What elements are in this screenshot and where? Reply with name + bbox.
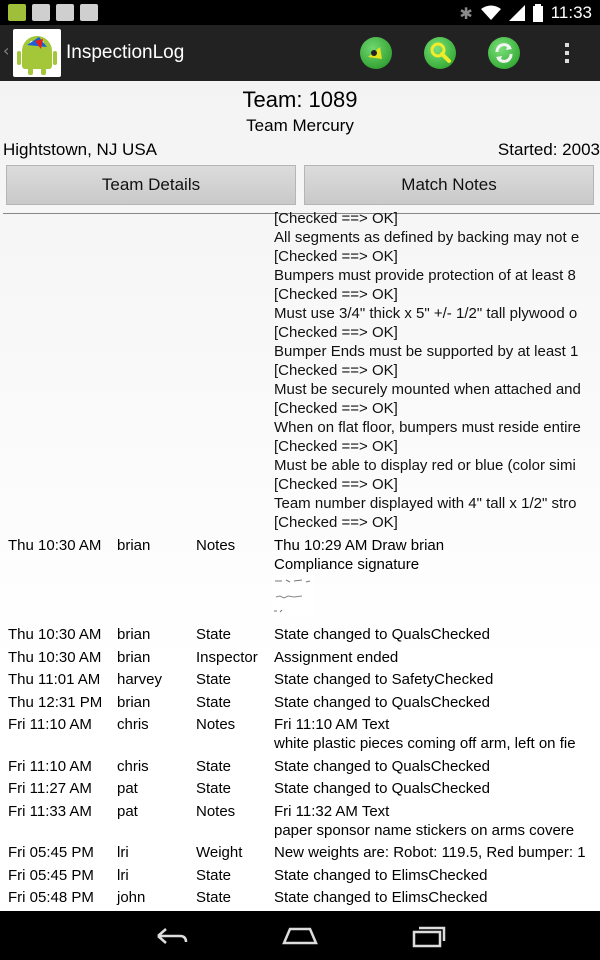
bluetooth-icon: ✱: [459, 3, 473, 23]
checklist-line: [Checked ==> OK]: [274, 324, 398, 341]
log-type: State: [196, 671, 232, 688]
checklist-line: Team number displayed with 4" tall x 1/2" stro: [274, 495, 577, 512]
checklist-line: Must use 3/4" thick x 5" +/- 1/2" tall plywood o: [274, 305, 578, 322]
log-type: Notes: [196, 803, 236, 820]
log-user: brian: [117, 694, 151, 711]
log-row[interactable]: [0, 803, 600, 843]
log-time: Thu 10:30 AM: [8, 649, 102, 666]
search-icon: [424, 37, 456, 69]
log-description: State changed to SafetyChecked: [274, 671, 494, 688]
team-name: Team Mercury: [246, 116, 354, 135]
wifi-icon: [481, 5, 501, 21]
checklist-line: [Checked ==> OK]: [274, 286, 398, 303]
log-user: brian: [117, 649, 151, 666]
checklist-line: Bumper Ends must be supported by at least 1: [274, 343, 579, 360]
log-row-signature[interactable]: [0, 537, 600, 625]
checklist-line: [Checked ==> OK]: [274, 210, 398, 227]
notification-icons: [8, 4, 98, 21]
log-time: Thu 10:30 AM: [8, 626, 102, 643]
team-number: Team: 1089: [242, 87, 358, 112]
log-type: Inspector: [196, 649, 258, 666]
broadcast-button[interactable]: [360, 37, 392, 69]
log-description-detail: white plastic pieces coming off arm, left on fie: [274, 735, 576, 752]
log-description-detail: paper sponsor name stickers on arms covere: [274, 822, 575, 839]
log-type: State: [196, 867, 232, 884]
match-notes-button[interactable]: Match Notes: [304, 165, 594, 205]
log-user: john: [117, 889, 146, 906]
checklist-line: [Checked ==> OK]: [274, 400, 398, 417]
log-type: Notes: [196, 537, 236, 554]
log-user: pat: [117, 803, 138, 820]
team-started: Started: 2003: [497, 140, 600, 159]
play-store-icon: [80, 4, 98, 21]
log-description: State changed to QualsChecked: [274, 694, 490, 711]
log-description: Fri 11:10 AM Text: [274, 716, 390, 733]
battery-icon: [533, 4, 543, 22]
checklist-line: [Checked ==> OK]: [274, 362, 398, 379]
task-check-icon: [56, 4, 74, 21]
app-logo-icon[interactable]: [13, 29, 61, 77]
log-description: New weights are: Robot: 119.5, Red bumper: 1: [274, 844, 586, 861]
log-time: Fri 05:45 PM: [8, 867, 94, 884]
log-time: Thu 10:30 AM: [8, 537, 102, 554]
log-user: lri: [117, 867, 129, 884]
checklist-line: All segments as defined by backing may not e: [274, 229, 580, 246]
checklist-line: Must be securely mounted when attached and: [274, 381, 581, 398]
log-user: harvey: [117, 671, 163, 688]
refresh-icon: [488, 37, 520, 69]
checklist-line: [Checked ==> OK]: [274, 514, 398, 531]
log-time: Thu 12:31 PM: [8, 694, 103, 711]
log-type: State: [196, 889, 232, 906]
navigation-bar: [0, 911, 600, 960]
log-type: Notes: [196, 716, 236, 733]
checklist-line: When on flat floor, bumpers must reside entire: [274, 419, 581, 436]
checklist-line: [Checked ==> OK]: [274, 248, 398, 265]
refresh-button[interactable]: [488, 37, 520, 69]
overflow-menu-icon[interactable]: [562, 39, 572, 67]
log-description: Thu 10:29 AM Draw brian: [274, 537, 445, 554]
log-type: State: [196, 758, 232, 775]
log-row[interactable]: [0, 716, 600, 756]
checklist-line: Bumpers must provide protection of at least 8: [274, 267, 576, 284]
back-icon[interactable]: [154, 925, 190, 947]
log-user: chris: [117, 758, 149, 775]
search-button[interactable]: [424, 37, 456, 69]
team-location: Hightstown, NJ USA: [3, 140, 157, 159]
log-time: Fri 11:33 AM: [8, 803, 92, 820]
log-time: Thu 11:01 AM: [8, 671, 101, 688]
clock: 11:33: [550, 3, 592, 22]
log-description: Fri 11:32 AM Text: [274, 803, 390, 820]
log-time: Fri 05:45 PM: [8, 844, 94, 861]
log-user: brian: [117, 626, 151, 643]
status-bar: [0, 0, 600, 25]
log-user: brian: [117, 537, 151, 554]
log-user: lri: [117, 844, 129, 861]
signature-image[interactable]: [272, 575, 314, 615]
checklist-line: [Checked ==> OK]: [274, 438, 398, 455]
action-bar: [0, 25, 600, 81]
log-time: Fri 05:48 PM: [8, 889, 94, 906]
home-icon[interactable]: [281, 925, 319, 947]
app-title: InspectionLog: [66, 42, 185, 63]
log-time: Fri 11:10 AM: [8, 758, 92, 775]
log-description-detail: Compliance signature: [274, 556, 420, 573]
log-description: State changed to ElimsChecked: [274, 867, 488, 884]
broadcast-icon: [360, 37, 392, 69]
log-description: State changed to QualsChecked: [274, 758, 490, 775]
log-description: Assignment ended: [274, 649, 399, 666]
signal-icon: [509, 5, 525, 21]
log-user: pat: [117, 780, 138, 797]
log-user: chris: [117, 716, 149, 733]
log-type: State: [196, 694, 232, 711]
log-description: State changed to QualsChecked: [274, 626, 490, 643]
team-details-button[interactable]: Team Details: [6, 165, 296, 205]
main-content: [0, 81, 600, 911]
log-description: State changed to ElimsChecked: [274, 889, 488, 906]
log-type: Weight: [196, 844, 243, 861]
android-notification-icon: [8, 4, 26, 21]
log-type: State: [196, 626, 232, 643]
log-description: State changed to QualsChecked: [274, 780, 490, 797]
log-time: Fri 11:10 AM: [8, 716, 92, 733]
recent-apps-icon[interactable]: [411, 923, 447, 949]
sd-card-icon: [32, 4, 50, 21]
log-type: State: [196, 780, 232, 797]
log-time: Fri 11:27 AM: [8, 780, 92, 797]
checklist-line: Must be able to display red or blue (color simi: [274, 457, 576, 474]
up-chevron-icon[interactable]: ‹: [3, 41, 10, 60]
checklist-line: [Checked ==> OK]: [274, 476, 398, 493]
